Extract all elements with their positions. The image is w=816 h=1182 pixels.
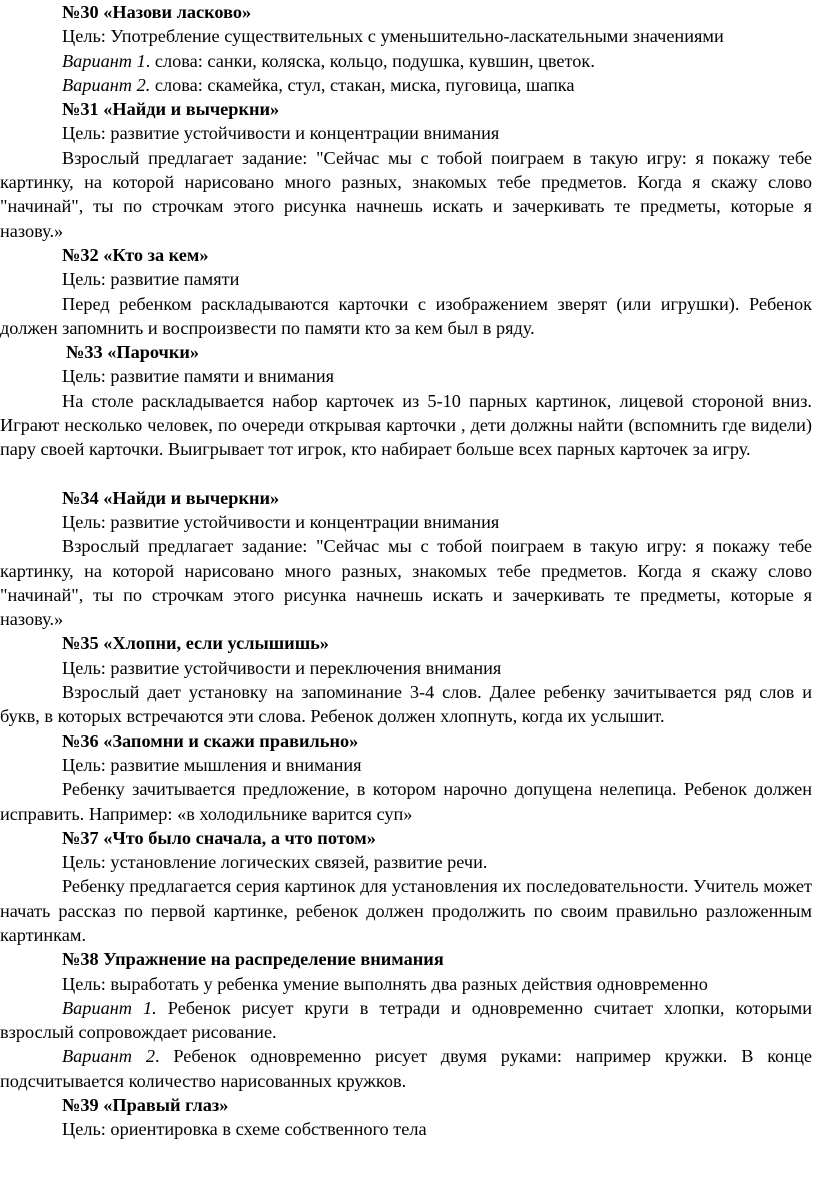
section-35-text: Взрослый дает установку на запоминание 3-4 слов. Далее ребенку зачитывается ряд слов и букв, в которых встречаются эти слова. Ребенок должен хлопнуть, когда их услышит. — [0, 682, 812, 727]
section-39-title: №39 «Правый глаз» — [62, 1095, 229, 1116]
section-33-goal: Цель: развитие памяти и внимания — [62, 366, 335, 387]
section-33-text: На столе раскладывается набор карточек из 5-10 парных картинок, лицевой стороной вниз. Играют несколько человек, по очереди открывая карточки , дети должны найти (вспомнить где видели) пару своей карточки. Выигрывает тот игрок, кто набирает больше всех парных карточек за игру. — [0, 390, 812, 460]
variant-1-label: Вариант 1. — [62, 997, 157, 1018]
variant-1-label: Вариант 1 — [62, 50, 146, 71]
section-32-goal: Цель: развитие памяти — [62, 269, 240, 290]
blank-line — [0, 462, 812, 486]
variant-2-text: . Ребенок одновременно рисует двумя руками: например кружки. В конце подсчитывается количество нарисованных кружков. — [0, 1046, 812, 1091]
variant-1-text: Ребенок рисует круги в тетради и одновременно считает хлопки, которыми взрослый сопровождает рисование. — [0, 997, 812, 1043]
section-34-title: №34 «Найди и вычеркни» — [62, 487, 280, 508]
section-37-title: №37 «Что было сначала, а что потом» — [62, 827, 376, 848]
section-37-text: Ребенку предлагается серия картинок для установления их последовательности. Учитель может начать рассказ по первой картинке, ребенок должен продолжить по своим правильно разложенным картинкам. — [0, 876, 812, 945]
section-36-text: Ребенку зачитывается предложение, в котором нарочно допущена нелепица. Ребенок должен исправить. Например: «в холодильнике варится суп» — [0, 779, 812, 824]
section-38-variant-1 — [0, 996, 812, 1045]
section-32-text: Перед ребенком раскладываются карточки с изображением зверят (или игрушки). Ребенок должен запомнить и воспроизвести по памяти кто за кем был в ряду. — [0, 293, 812, 338]
variant-2-text: слова: скамейка, стул, стакан, миска, пуговица, шапка — [150, 74, 575, 95]
section-34-goal: Цель: развитие устойчивости и концентрации внимания — [62, 511, 500, 532]
section-38-goal: Цель: выработать у ребенка умение выполнять два разных действия одновременно — [62, 973, 708, 994]
variant-2-label: Вариант 2. — [62, 74, 151, 95]
section-30-variant-2 — [0, 73, 812, 97]
section-38-title: №38 Упражнение на распределение внимания — [62, 949, 444, 970]
section-31-title: №31 «Найди и вычеркни» — [62, 99, 280, 120]
variant-1-text: . слова: санки, коляска, кольцо, подушка, кувшин, цветок. — [145, 50, 595, 71]
section-31-goal: Цель: развитие устойчивости и концентрации внимания — [62, 123, 500, 144]
section-30-goal: Цель: Употребление существительных с уменьшительно-ласкательными значениями — [62, 26, 724, 47]
section-31-text: Взрослый предлагает задание: "Сейчас мы с тобой поиграем в такую игру: я покажу тебе картинку, на которой нарисовано много разных, знакомых тебе предметов. Когда я скажу слово "начинай", ты по строчкам этого рисунка начнешь искать и зачеркивать те предметы, которые я назову.» — [0, 147, 812, 241]
section-36-title: №36 «Запомни и скажи правильно» — [62, 730, 359, 751]
section-30-variant-1 — [0, 49, 812, 73]
section-38-variant-2 — [0, 1044, 812, 1093]
section-33-title: №33 «Парочки» — [66, 342, 200, 363]
section-32-title: №32 «Кто за кем» — [62, 244, 209, 265]
section-30-title: №30 «Назови ласково» — [62, 2, 252, 22]
section-36-goal: Цель: развитие мышления и внимания — [62, 754, 362, 775]
section-39-goal: Цель: ориентировка в схеме собственного тела — [62, 1119, 427, 1140]
section-37-goal: Цель: установление логических связей, развитие речи. — [62, 852, 488, 873]
section-35-title: №35 «Хлопни, если услышишь» — [62, 633, 329, 654]
section-34-text: Взрослый предлагает задание: "Сейчас мы с тобой поиграем в такую игру: я покажу тебе картинку, на которой нарисовано много разных, знакомых тебе предметов. Когда я скажу слово "начинай", ты по строчкам этого рисунка начнешь искать и зачеркивать те предметы, которые я назову.» — [0, 536, 812, 630]
section-35-goal: Цель: развитие устойчивости и переключения внимания — [62, 657, 502, 678]
variant-2-label: Вариант 2 — [62, 1046, 155, 1067]
